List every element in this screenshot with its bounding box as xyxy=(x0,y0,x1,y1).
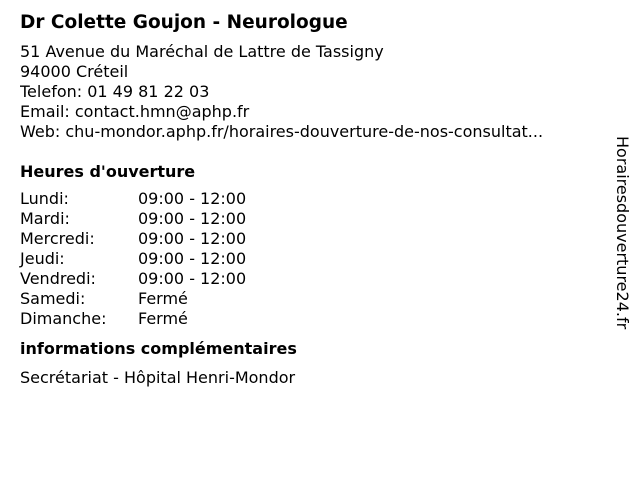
address-street: 51 Avenue du Maréchal de Lattre de Tassigny xyxy=(20,42,384,61)
hours-row-thursday xyxy=(20,249,246,269)
email-text: Email: contact.hmn@aphp.fr xyxy=(20,102,250,121)
phone-text: Telefon: 01 49 81 22 03 xyxy=(20,82,210,101)
time-value: Fermé xyxy=(138,289,188,308)
hours-row-monday xyxy=(20,189,246,209)
hours-table xyxy=(20,189,246,329)
hours-row-saturday xyxy=(20,289,246,309)
time-value: 09:00 - 12:00 xyxy=(138,229,247,248)
contact-block xyxy=(20,42,610,142)
hours-heading: Heures d'ouverture xyxy=(20,162,196,181)
day-label: Lundi: xyxy=(20,189,69,208)
day-label: Dimanche: xyxy=(20,309,107,328)
hours-row-wednesday xyxy=(20,229,246,249)
hours-row-sunday xyxy=(20,309,246,329)
web-text: Web: chu-mondor.aphp.fr/horaires-douverture-de-nos-consultat... xyxy=(20,122,544,141)
time-value: Fermé xyxy=(138,309,188,328)
day-label: Mardi: xyxy=(20,209,70,228)
day-label: Samedi: xyxy=(20,289,86,308)
info-heading: informations complémentaires xyxy=(20,339,297,358)
day-label: Vendredi: xyxy=(20,269,96,288)
address-city: 94000 Créteil xyxy=(20,62,129,81)
hours-row-tuesday xyxy=(20,209,246,229)
time-value: 09:00 - 12:00 xyxy=(138,209,247,228)
listing-card xyxy=(20,10,610,388)
day-label: Mercredi: xyxy=(20,229,95,248)
hours-row-friday xyxy=(20,269,246,289)
time-value: 09:00 - 12:00 xyxy=(138,269,247,288)
site-watermark: Horairesdouverture24.fr xyxy=(613,136,632,330)
time-value: 09:00 - 12:00 xyxy=(138,189,247,208)
info-text: Secrétariat - Hôpital Henri-Mondor xyxy=(20,368,296,387)
day-label: Jeudi: xyxy=(20,249,65,268)
page-title: Dr Colette Goujon - Neurologue xyxy=(20,12,348,33)
time-value: 09:00 - 12:00 xyxy=(138,249,247,268)
